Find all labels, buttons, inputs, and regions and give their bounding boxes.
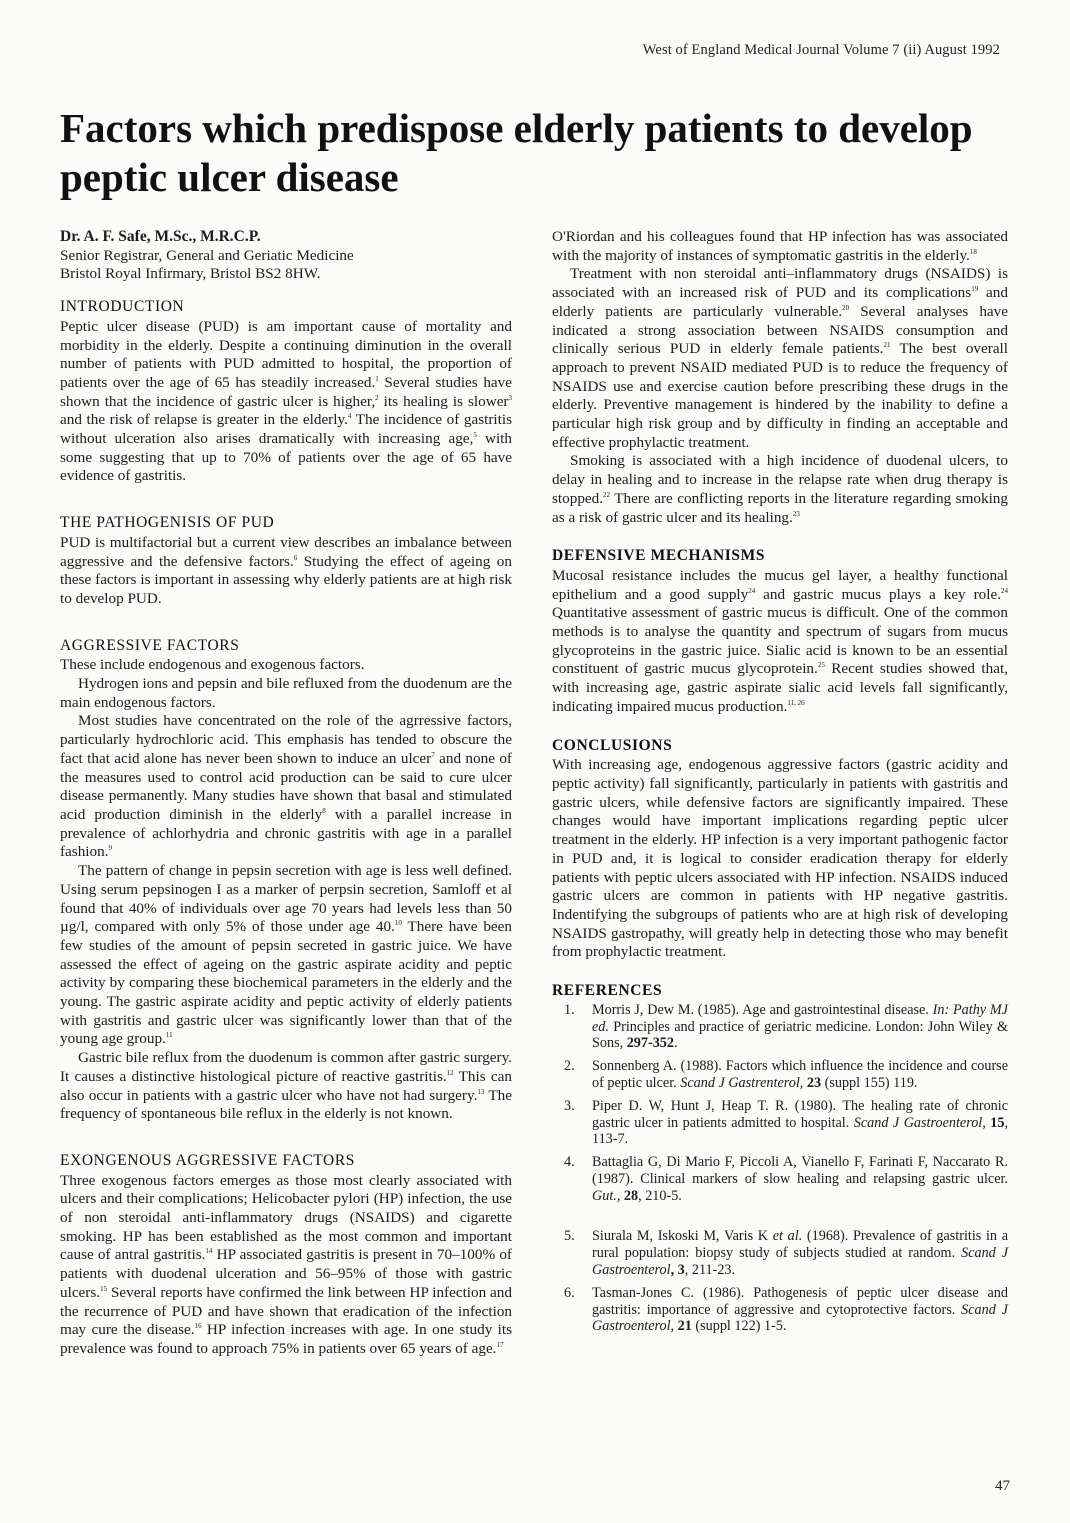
reference-item: 3. Piper D. W, Hunt J, Heap T. R. (1980). The healing rate of chronic gastric ulcer in patients admitted to hospital. Scand J Gastroenterol, 15, 113-7. xyxy=(564,1097,1008,1148)
defensive-mechanisms-heading: DEFENSIVE MECHANISMS xyxy=(552,547,766,565)
aggressive-factors-heading: AGGRESSIVE FACTORS xyxy=(60,636,240,654)
aggressive-paragraph-4: The pattern of change in pepsin secretion with age is less well defined. Using serum pepsinogen I as a marker of perpsin secretion, Samloff et al found that 40% of individuals over age 70 years had levels less than 50 µg/l, compared with only 5% of those under age 40.10 There have been few studies of the amount of pepsin secreted in gastric juice. We have assessed the effect of ageing on the gastric aspirate acidity and peptic activity by comparing these biochemical parameters in the elderly and the young. The gastric aspirate acidity and peptic activity of elderly patients with gastritis and gastric ulcer was significantly lower than that of the young age group.$^{11}$ xyxy=(60,862,512,1048)
reference-item: 6. Tasman-Jones C. (1986). Pathogenesis of peptic ulcer disease and gastritis: importance of aggressive and cytoprotective factors. Scand J Gastroenterol, 21 (suppl 122) 1-5. xyxy=(564,1284,1008,1335)
reference-item: 5. Siurala M, Iskoski M, Varis K et al. (1968). Prevalence of gastritis in a rural population: biopsy study of subjects studied at random. Scand J Gastroenterol, 3, 211-23. xyxy=(564,1228,1009,1279)
references-heading: REFERENCES xyxy=(552,982,663,1000)
aggressive-paragraph-3: Most studies have concentrated on the role of the agrressive factors, particularly hydrochloric acid. This emphasis has tended to obscure the fact that acid alone has never been shown to induce an ulcer$^7$ and none of the measures used to control acid production can be said to cure ulcer disease permanently. Many studies have shown that basal and stimulated acid production diminish in the elderly$^8$ with a parallel increase in prevalence of achlorhydria and chronic gastritis with age in a parallel fashion.$^9$ xyxy=(60,712,512,861)
reference-list xyxy=(552,1002,1008,1336)
conclusions-paragraph: With increasing age, endogenous aggressive factors (gastric acidity and peptic activity) fall significantly, particularly in patients with gastritis and gastric ulcers, while defensive factors are significantly impaired. These changes would have important implications regarding peptic ulcer treatment in the elderly. HP infection is a very important pathogenic factor in PUD and, it is logical to consider eradication therapy for elderly patients with peptic ulcers associated with HP infection. NSAIDS induced gastric ulcers are common in patients with HP negative gastritis. Indentifying the subgroups of patients who are at high risk of developing NSAIDS gastropathy, will greatly help in detecting those who may benefit from prophylactic treatment. xyxy=(552,756,1008,961)
aggressive-paragraph-2: Hydrogen ions and pepsin and bile refluxed from the duodenum are the main endogenous factors. xyxy=(60,675,512,711)
page-number: 47 xyxy=(995,1478,1010,1494)
article-title: Factors which predispose elderly patients to develop peptic ulcer disease xyxy=(60,105,973,200)
right-column xyxy=(552,228,1008,1341)
pathogenesis-paragraph: PUD is multifactorial but a current view describes an imbalance between aggressive and the defensive factors.$^6$ Studying the effect of ageing on these factors is important in assessing why elderly patients are at high risk to develop PUD. xyxy=(60,533,512,607)
exogenous-paragraph: Three exogenous factors emerges as those most clearly associated with ulcers and their complications; Helicobacter pylori (HP) infection, the use of non steroidal anti-inflammatory drugs (NSAIDS) and cigarette smoking. HP has been established as the most common and important cause of antral gastritis.$^{14}$ HP associated gastritis is present in 70–100% of patients with duodenal ulceration and 56–95% of those with gastric ulcers.$^{15}$ Several reports have confirmed the link between HP infection and the recurrence of PUD and have shown that eradication of the infection may cure the disease.$^{16}$ HP infection increases with age. In one study its prevalence was found to approach 75% in patients over 65 years of age.$^{17}$ xyxy=(60,1171,512,1357)
reference-item: 4. Battaglia G, Di Mario F, Piccoli A, Vianello F, Farinati F, Naccarato R. (1987). Clinical markers of slow healing and relapsing gastric ulcer. Gut., 28, 210-5. xyxy=(564,1154,1008,1204)
author-address: Bristol Royal Infirmary, Bristol BS2 8HW. xyxy=(60,265,321,283)
reference-item: 1. Morris J, Dew M. (1985). Age and gastrointestinal disease. In: Pathy MJ ed. Principles and practice of geriatric medicine. London: John Wiley & Sons, 297-352. xyxy=(564,1001,1008,1052)
reference-item: 2. Sonnenberg A. (1988). Factors which influence the incidence and course of peptic ulcer. Scand J Gastrenterol, 23 (suppl 155) 119. xyxy=(564,1058,1008,1091)
left-column xyxy=(60,228,512,1359)
hp-elderly-paragraph: O'Riordan and his colleagues found that HP infection has was associated with the majority of instances of symptomatic gastritis in the elderly.$^{18}$ xyxy=(552,228,1008,264)
aggressive-paragraph-1: These include endogenous and exogenous factors. xyxy=(60,656,365,674)
author-position: Senior Registrar, General and Geriatic Medicine xyxy=(60,246,354,264)
running-head: West of England Medical Journal Volume 7 (ii) August 1992 xyxy=(642,42,1000,58)
author-name: Dr. A. F. Safe, M.Sc., M.R.C.P. xyxy=(60,228,261,245)
introduction-paragraph: Peptic ulcer disease (PUD) is am important cause of mortality and morbidity in the elderly. Despite a continuing diminution in the overall number of patients with PUD admitted to hospital, the proportion of patients over the age of 65 has steadily increased.$^1$ Several studies have shown that the incidence of gastric ulcer is higher,$^2$ its healing is slower$^3$ and the risk of relapse is greater in the elderly.$^4$ The incidence of gastritis without ulceration also arises dramatically with increasing age,$^5$ with some suggesting that up to 70% of patients over the age of 65 have evidence of gastritis. xyxy=(60,317,513,485)
pathogenesis-heading: THE PATHOGENISIS OF PUD xyxy=(60,514,275,532)
aggressive-paragraph-5: Gastric bile reflux from the duodenum is common after gastric surgery. It causes a distinctive histological picture of reactive gastritis.$^{12}$ This can also occur in patients with a gastric ulcer who have not had surgery.$^{13}$ The frequency of spontaneous bile reflux in the elderly is not known. xyxy=(60,1049,512,1123)
nsaids-paragraph: Treatment with non steroidal anti–inflammatory drugs (NSAIDS) is associated with an increased risk of PUD and its complications$^{19}$ and elderly patients are particularly vulnerable.$^{20}$ Several analyses have indicated a strong association between NSAIDS consumption and clinically serious PUD in elderly female patients.$^{21}$ The best overall approach to prevent NSAID mediated PUD is to reduce the frequency of NSAIDS use and exercise caution before prescribing these drugs in the elderly. Preventive management is hindered by the inability to define a particular high risk group and by difficulty in finding an acceptable and effective prophylactic treatment. xyxy=(552,265,1008,451)
introduction-heading: INTRODUCTION xyxy=(60,298,185,316)
conclusions-heading: CONCLUSIONS xyxy=(552,736,673,754)
exogenous-factors-heading: EXONGENOUS AGGRESSIVE FACTORS xyxy=(60,1151,355,1169)
smoking-paragraph: Smoking is associated with a high incidence of duodenal ulcers, to delay in healing and to increase in the relapse rate when drug therapy is stopped.$^{22}$ There are conflicting reports in the literature regarding smoking as a risk of gastric ulcer and its healing.$^{23}$ xyxy=(552,452,1008,526)
defensive-paragraph: Mucosal resistance includes the mucus gel layer, a healthy functional epithelium and a good supply$^{24}$ and gastric mucus plays a key role.$^{24}$ Quantitative assessment of gastric mucus is difficult. One of the common methods is to analyse the quantity and spectrum of sugars from mucus glycoproteins in the gastric juice. Sialic acid is known to be an essential constituent of gastric mucus glycoprotein.$^{25}$ Recent studies showed that, with increasing age, gastric aspirate sialic acid levels fall significantly, indicating impaired mucus production.$^{11, 26}$ xyxy=(552,566,1008,715)
